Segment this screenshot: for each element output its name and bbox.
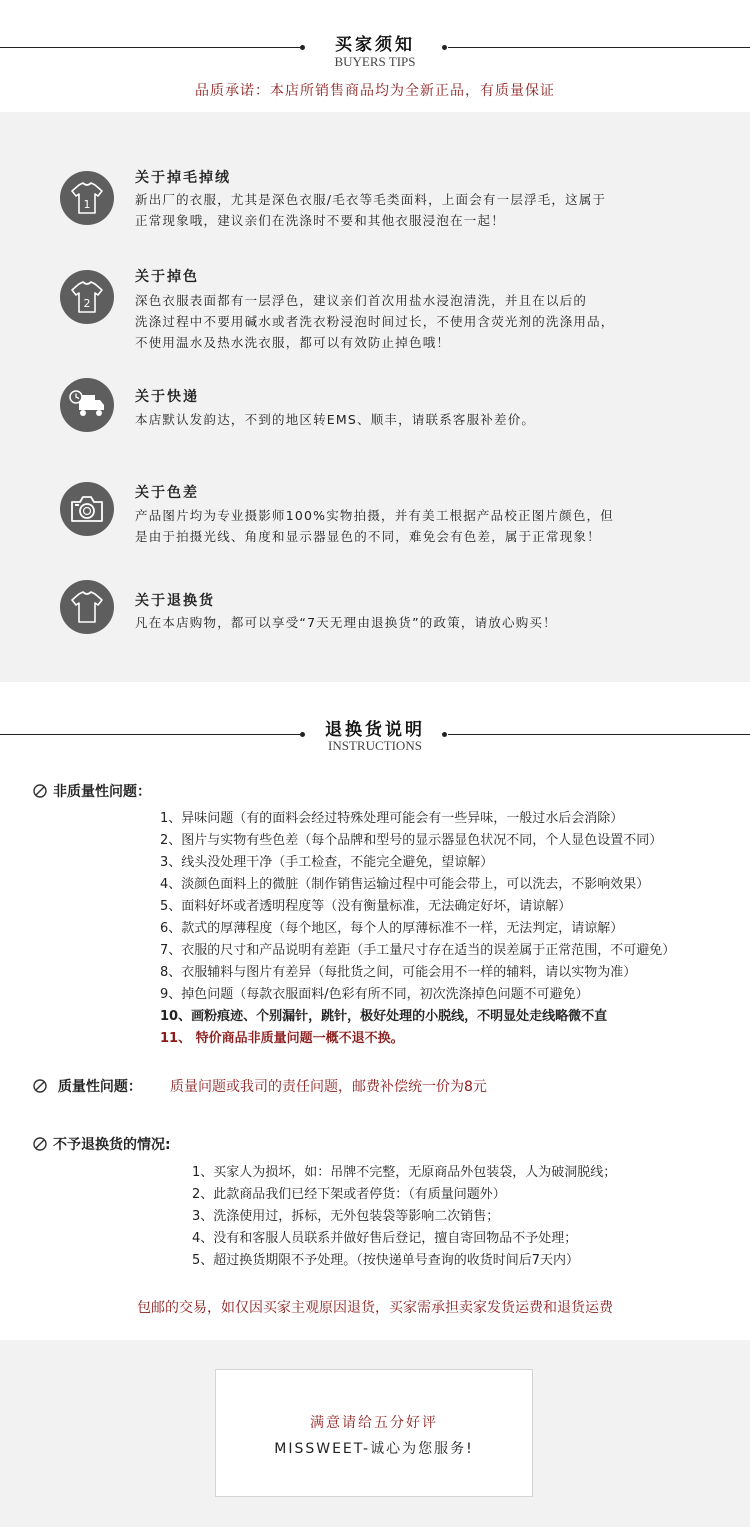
non-quality-title: 非质量性问题： xyxy=(53,784,151,800)
list-item: 4、淡颜色面料上的微脏（制作销售运输过程中可能会带上，可以洗去，不影响效果） xyxy=(160,877,650,892)
quality-title: 质量性问题： xyxy=(57,1079,142,1095)
svg-text:2: 2 xyxy=(83,297,91,310)
no-return-title: 不予退换货的情况: xyxy=(53,1137,171,1153)
tip-title: 关于掉色 xyxy=(135,269,199,285)
list-item: 1、异味问题（有的面料会经过特殊处理可能会有一些异味，一般过水后会消除） xyxy=(160,811,624,826)
tip-desc xyxy=(135,409,725,430)
tip-title: 关于快递 xyxy=(135,389,199,405)
non-quality-heading xyxy=(33,781,151,801)
list-item: 6、款式的厚薄程度（每个地区，每个人的厚薄标准不一样，无法判定，请谅解） xyxy=(160,921,624,936)
tip-desc xyxy=(135,189,725,231)
camera-icon xyxy=(60,482,114,536)
list-item: 3、线头没处理干净（手工检查，不能完全避免，望谅解） xyxy=(160,855,494,870)
prohibited-icon xyxy=(33,1137,47,1151)
brand-slogan: MISSWEET-诚心为您服务! xyxy=(274,1441,474,1457)
svg-text:1: 1 xyxy=(83,198,91,211)
list-item: 2、此款商品我们已经下架或者停货：（有质量问题外） xyxy=(192,1187,506,1202)
rating-request: 满意请给五分好评 xyxy=(310,1415,438,1431)
quality-promise: 品质承诺：本店所销售商品均为全新正品，有质量保证 xyxy=(195,83,555,99)
tip-desc-line: 洗涤过程中不要用碱水或者洗衣粉浸泡时间过长，不使用含荧光剂的洗涤用品， xyxy=(135,314,615,329)
no-return-heading xyxy=(33,1134,171,1154)
delivery-truck-icon xyxy=(60,378,114,432)
tshirt-2-icon xyxy=(60,270,114,324)
no-return-list xyxy=(192,1162,616,1272)
tip-desc xyxy=(135,612,725,633)
list-item: 3、洗涤使用过，拆标，无外包装袋等影响二次销售； xyxy=(192,1209,500,1224)
tshirt-1-icon xyxy=(60,171,114,225)
list-item: 7、衣服的尺寸和产品说明有差距（手工量尺寸存在适当的误差属于正常范围，不可避免） xyxy=(160,943,676,958)
tip-desc-line: 新出厂的衣服，尤其是深色衣服/毛衣等毛类面料，上面会有一层浮毛，这属于 xyxy=(135,192,607,207)
list-item: 5、面料好坏或者透明程度等（没有衡量标准，无法确定好坏，请谅解） xyxy=(160,899,572,914)
list-item: 9、掉色问题（每款衣服面料/色彩有所不同，初次洗涤掉色问题不可避免） xyxy=(160,987,589,1002)
tip-desc-line: 是由于拍摄光线、角度和显示器显色的不同，难免会有色差，属于正常现象！ xyxy=(135,529,601,544)
buyers-tips-title: 买家须知 xyxy=(335,35,415,55)
instructions-subtitle: INSTRUCTIONS xyxy=(328,738,422,753)
tip-desc-line: 本店默认发韵达，不到的地区转EMS、顺丰，请联系客服补差价。 xyxy=(135,412,536,427)
tip-desc-line: 深色衣服表面都有一层浮色，建议亲们首次用盐水浸泡清洗，并且在以后的 xyxy=(135,293,588,308)
list-item: 4、没有和客服人员联系并做好售后登记，擅自寄回物品不予处理； xyxy=(192,1231,578,1246)
list-item: 8、衣服辅料与图片有差异（每批货之间，可能会用不一样的辅料，请以实物为准） xyxy=(160,965,637,980)
shipping-note: 包邮的交易，如仅因买家主观原因退货，买家需承担卖家发货运费和退货运费 xyxy=(137,1300,613,1316)
tshirt-icon xyxy=(60,580,114,634)
footer-card xyxy=(215,1369,533,1497)
list-item: 2、图片与实物有些色差（每个品牌和型号的显示器显色状况不同，个人显色设置不同） xyxy=(160,833,663,848)
tip-desc xyxy=(135,505,725,547)
buyers-tips-subtitle: BUYERS TIPS xyxy=(334,54,416,69)
tip-title: 关于掉毛掉绒 xyxy=(135,170,231,186)
quality-heading xyxy=(33,1076,142,1096)
list-item: 5、超过换货期限不予处理。（按快递单号查询的收货时间后7天内） xyxy=(192,1253,580,1268)
non-quality-list xyxy=(160,808,675,1050)
prohibited-icon xyxy=(33,1079,47,1093)
tip-desc-line: 产品图片均为专业摄影师100%实物拍摄，并有美工根据产品校正图片颜色，但 xyxy=(135,508,614,523)
tip-desc-line: 不使用温水及热水洗衣服，都可以有效防止掉色哦！ xyxy=(135,335,451,350)
tip-desc-line: 凡在本店购物，都可以享受“7天无理由退换货”的政策，请放心购买！ xyxy=(135,615,557,630)
tip-title: 关于色差 xyxy=(135,485,199,501)
list-item: 11、 特价商品非质量问题一概不退不换。 xyxy=(160,1031,404,1046)
tip-desc xyxy=(135,290,725,353)
quality-text: 质量问题或我司的责任问题，邮费补偿统一价为8元 xyxy=(170,1079,487,1095)
list-item: 10、画粉痕迹、个别漏针，跳针，极好处理的小脱线，不明显处走线略微不直 xyxy=(160,1009,608,1024)
instructions-title: 退换货说明 xyxy=(325,720,425,740)
prohibited-icon xyxy=(33,784,47,798)
list-item: 1、买家人为损坏，如：吊牌不完整，无原商品外包装袋，人为破洞脱线； xyxy=(192,1165,617,1180)
tip-title: 关于退换货 xyxy=(135,593,215,609)
tip-desc-line: 正常现象哦，建议亲们在洗涤时不要和其他衣服浸泡在一起！ xyxy=(135,213,505,228)
